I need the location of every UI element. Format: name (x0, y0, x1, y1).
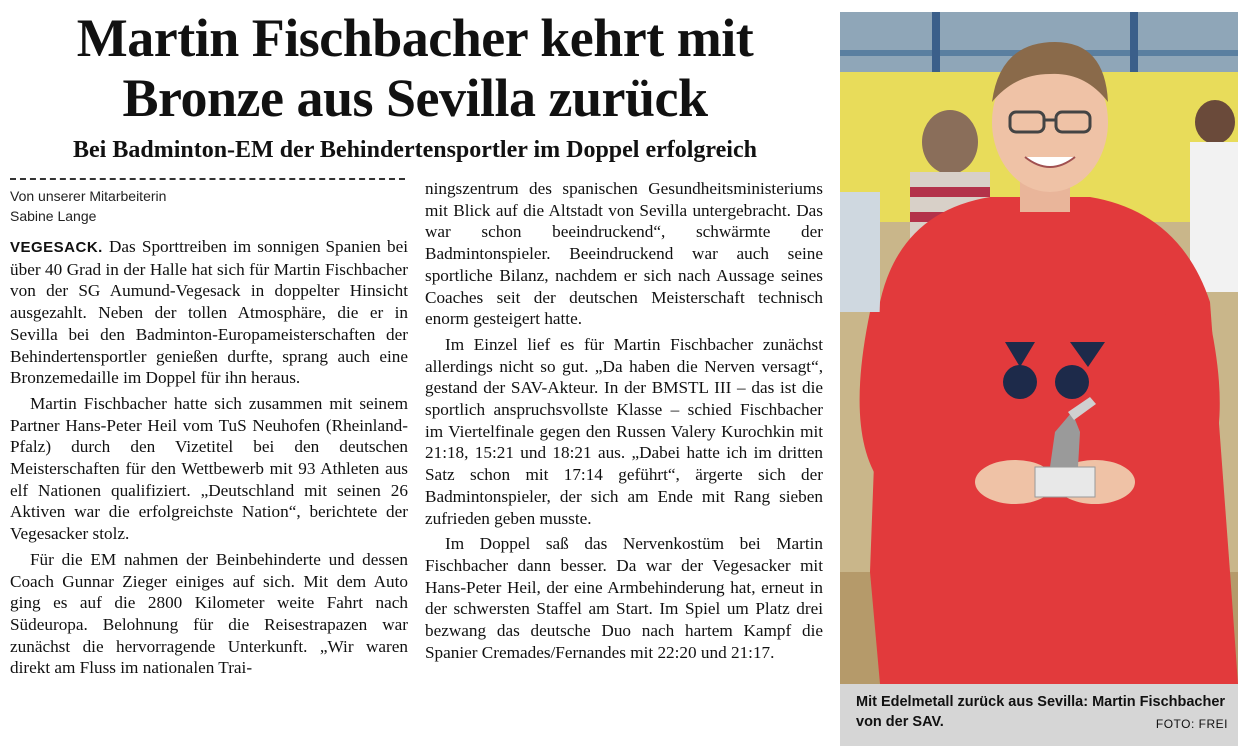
paragraph-text: Das Sporttreiben im sonnigen Spanien bei über 40 Grad in der Halle hat sich für Martin Fischbacher von der SG Aumund-Vegesack in doppelter Hinsicht ausgezahlt. Neben der tollen Atmosphäre, die er in Sevilla bei den Badminton-Europameisterschaften der Behindertensportler genießen durfte, sprang auch eine Bronzemedaille im Doppel für ihn heraus. (10, 237, 409, 388)
paragraph (10, 236, 408, 389)
headline (0, 8, 830, 128)
article-column-2 (425, 178, 823, 663)
byline (10, 186, 408, 226)
paragraph: Für die EM nahmen der Beinbehinderte und dessen Coach Gunnar Zieger einiges auf sich. Mit dem Auto ging es auf die 2800 Kilometer weite Fahrt nach Südeuropa. Belohnung für die Reisestrapazen war zunächst die hervorragende Unterkunft. „Wir waren direkt am Fluss im nationalen Trai- (10, 549, 408, 678)
article-photo (840, 12, 1238, 684)
byline-divider (10, 178, 405, 180)
headline-line-2: Bronze aus Sevilla zurück (122, 68, 708, 128)
photo-caption (840, 684, 1238, 746)
dateline: VEGESACK. (10, 239, 103, 256)
article-column-1 (10, 176, 408, 679)
paragraph: Im Doppel saß das Nervenkostüm bei Martin Fischbacher dann besser. Da war der Vegesacker mit Hans-Peter Heil, der eine Armbehinderung hat, erneut in der schwersten Staffel am Start. Im Spiel um Platz drei bezwang das deutsche Duo nach hartem Kampf die Spanier Cremades/Fernandes mit 22:20 und 21:17. (425, 534, 823, 662)
paragraph: Im Einzel lief es für Martin Fischbacher zunächst allerdings nicht so gut. „Da haben die Nerven versagt“, gestand der SAV-Akteur. In der BMSTL III – das ist die sportlich anspruchsvollste Klasse – schied Fischbacher im Viertelfinale gegen den Russen Valery Kurochkin mit 21:18, 15:21 und 18:21 aus. „Dabei hatte ich im dritten Satz schon mit 17:14 geführt“, ärgerte sich der Badmintonspieler, der sich am Ende mit Rang sieben zufrieden geben musste. (425, 334, 823, 528)
paragraph: Martin Fischbacher hatte sich zusammen mit seinem Partner Hans-Peter Heil vom TuS Neuhofen (Rheinland-Pfalz) durch den Vizetitel bei den deutschen Meisterschaften für den Wettbewerb mit 93 Athleten aus elf Nationen qualifiziert. „Deutschland mit seinen 26 Aktiven war die erfolgreichste Nation“, berichtete der Vegesacker stolz. (10, 393, 408, 544)
caption-text: Mit Edelmetall zurück aus Sevilla: Martin Fischbacher von der SAV. (856, 694, 1226, 730)
photo-credit: FOTO: FREI (1155, 717, 1228, 731)
photo-illustration (840, 12, 1238, 684)
headline-line-1: Martin Fischbacher kehrt mit (76, 8, 754, 68)
byline-role: Von unserer Mitarbeiterin (10, 188, 167, 204)
paragraph: ningszentrum des spanischen Gesundheitsministeriums mit Blick auf die Altstadt von Sevilla untergebracht. Das war schon beeindruckend“, schwärmte der Badmintonspieler. Beeindruckend war auch seine sportliche Bilanz, nachdem er sich nach Aussage seines Coaches seit der deutschen Meisterschaft technisch enorm gesteigert hatte. (425, 179, 823, 329)
subheadline: Bei Badminton-EM der Behindertensportler im Doppel erfolgreich (73, 137, 757, 163)
byline-author: Sabine Lange (10, 208, 97, 224)
